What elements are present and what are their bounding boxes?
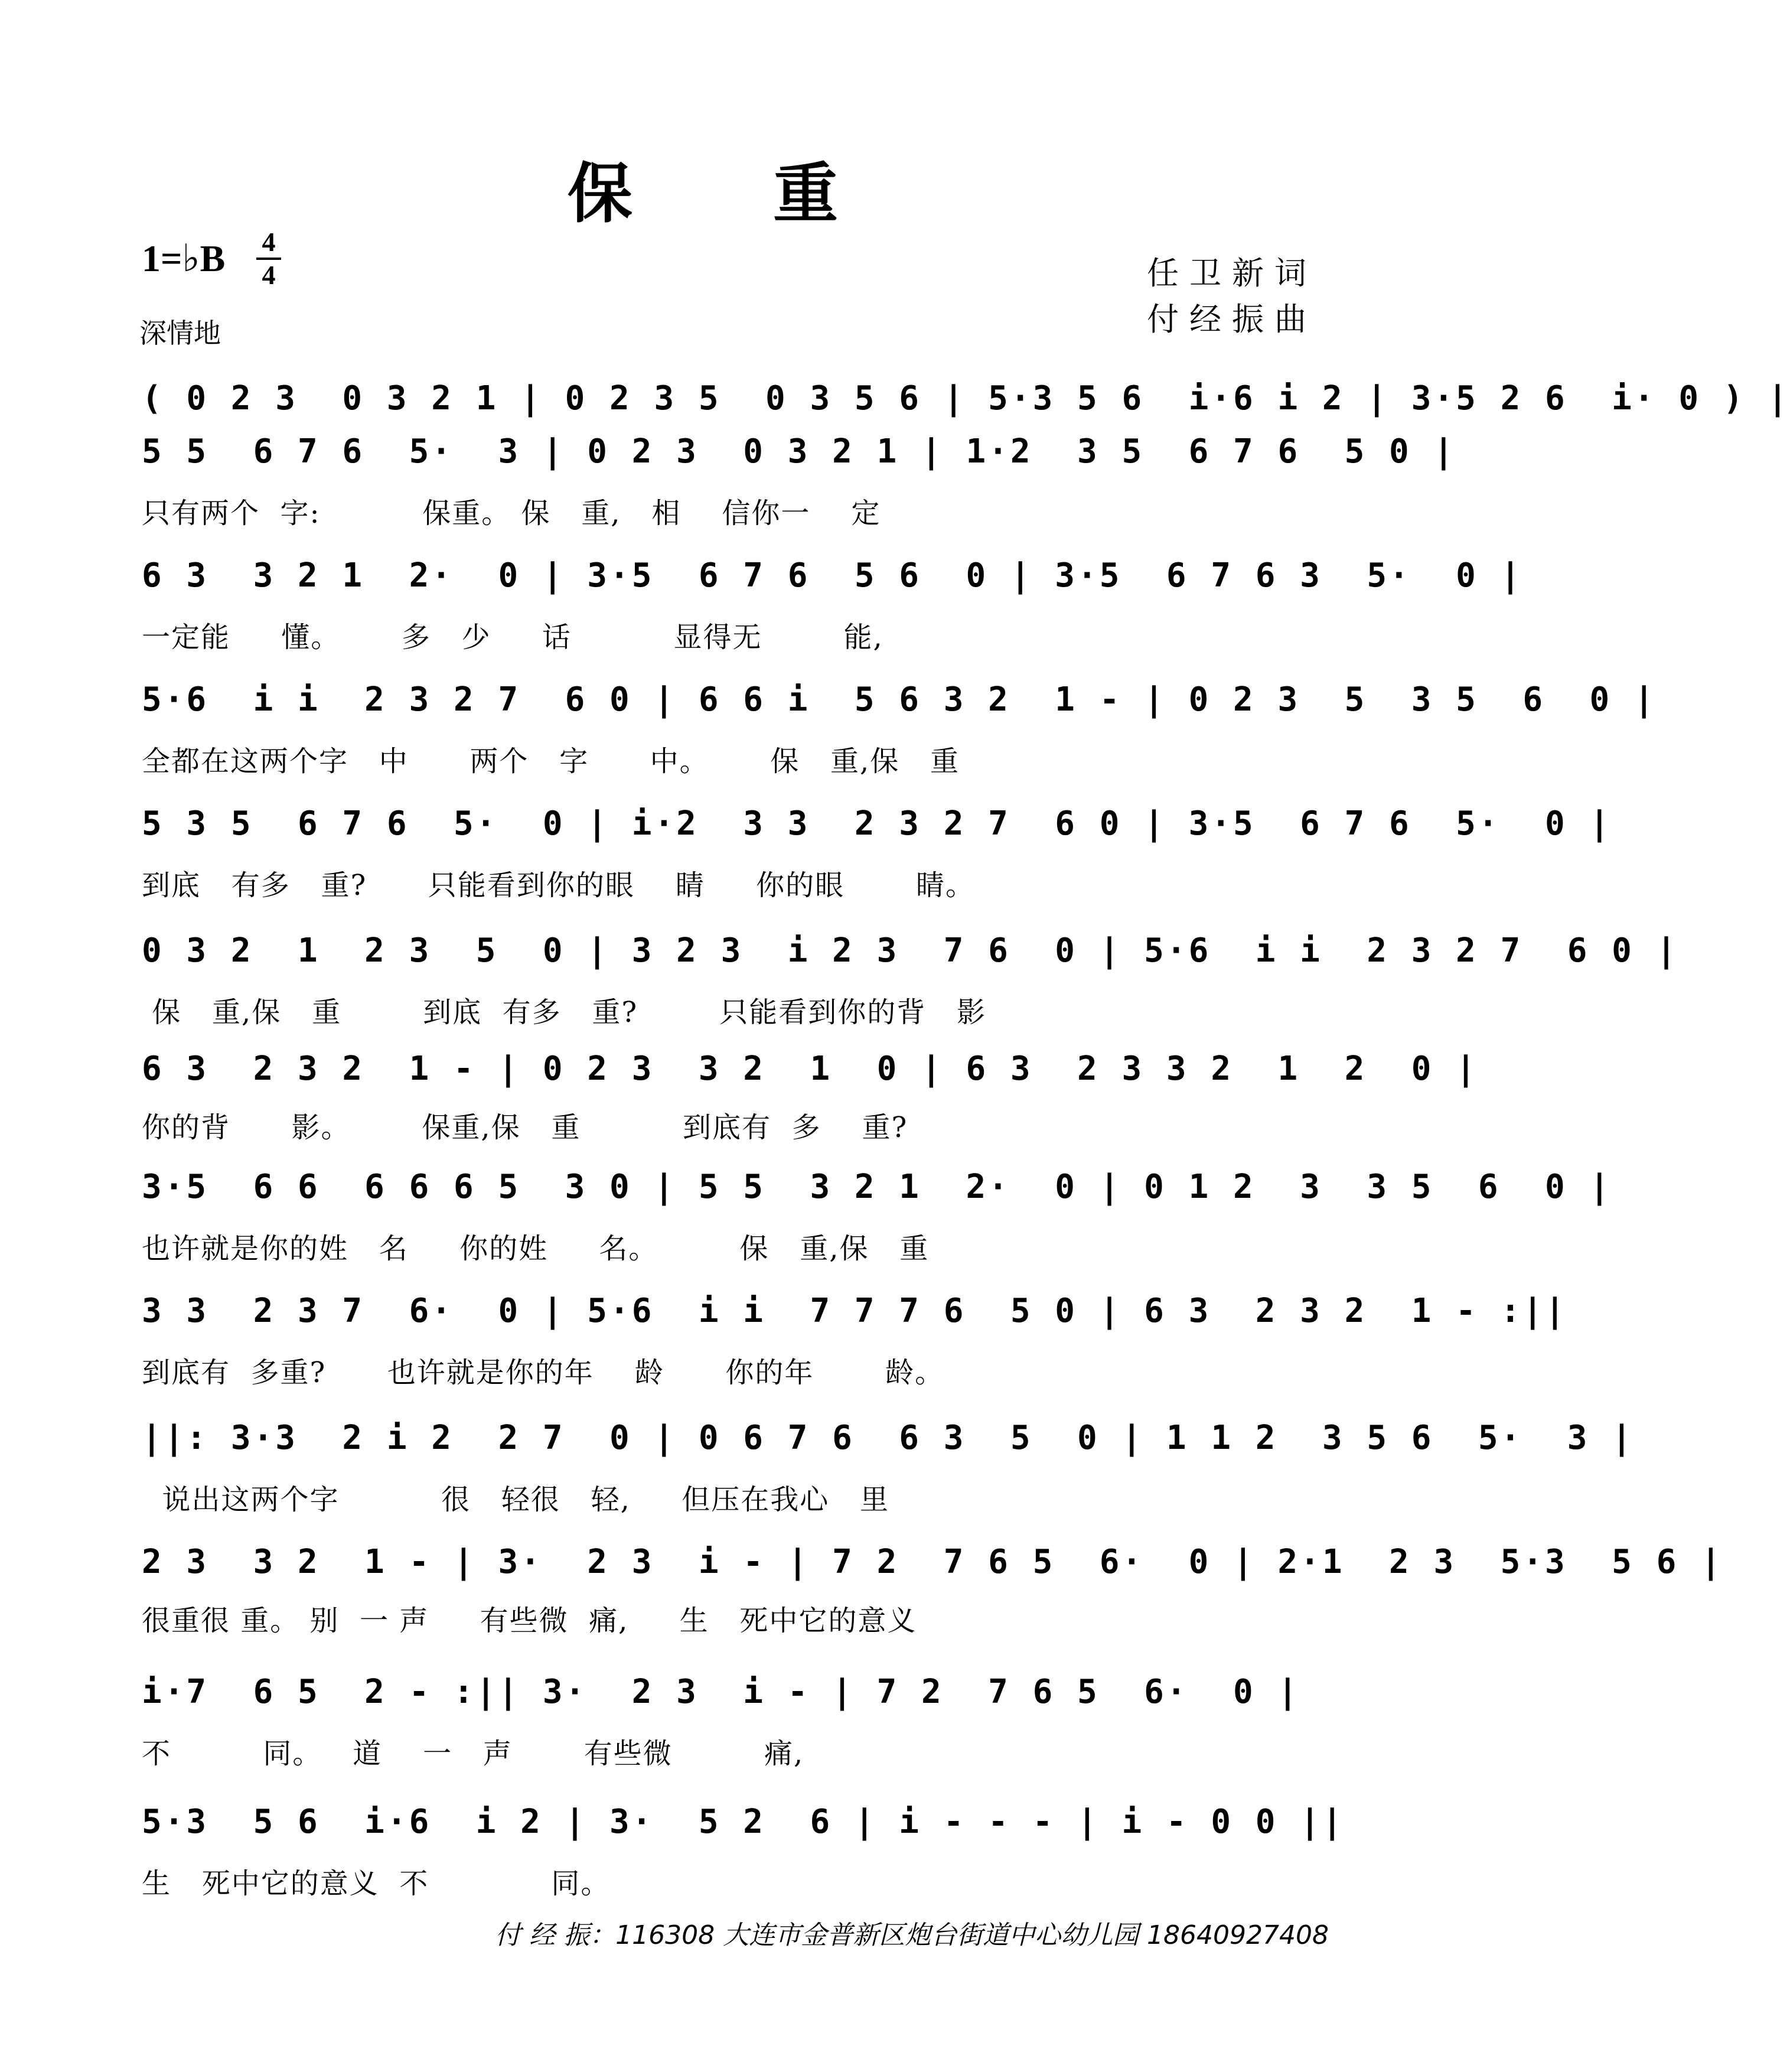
score-row-9 xyxy=(142,1406,1634,1471)
score-row-3 xyxy=(142,667,1657,732)
tempo-marking: 深情地 xyxy=(139,317,221,349)
score-row-10 xyxy=(142,1530,1723,1595)
score-row-2 xyxy=(142,543,1523,608)
notation-row-12: 5·3 5 6 i·6 i 2 | 3· 5 2 6 | i - - - | i - 0 0 || xyxy=(142,1803,1345,1841)
lyrics-row-11: 不 同。 道 一 声 有些微 痛, xyxy=(142,1737,804,1770)
lyrics-row-12: 生 死中它的意义 不 同。 xyxy=(142,1867,611,1900)
score-row-7 xyxy=(142,1155,1612,1220)
lyrics-row-4: 到底 有多 重? 只能看到你的眼 睛 你的眼 睛。 xyxy=(142,869,975,902)
notation-row-8: 3 3 2 3 7 6· 0 | 5·6 i i 7 7 7 6 5 0 | 6 3 2 3 2 1 - :|| xyxy=(142,1292,1567,1330)
lyrics-row-1: 只有两个 字: 保重。 保 重, 相 信你一 定 xyxy=(142,497,881,530)
notation-row-6: 6 3 2 3 2 1 - | 0 2 3 3 2 1 0 | 6 3 2 3 3 2 1 2 0 | xyxy=(142,1050,1478,1088)
meter-top: 4 xyxy=(262,227,276,257)
score-row-1 xyxy=(142,419,1456,484)
notation-row-3: 5·6 i i 2 3 2 7 6 0 | 6 6 i 5 6 3 2 1 - | 0 2 3 5 3 5 6 0 | xyxy=(142,680,1657,719)
lyrics-row-5: 保 重,保 重 到底 有多 重? 只能看到你的背 影 xyxy=(142,996,986,1029)
score-row-4 xyxy=(142,791,1612,856)
footer-contact: 付 经 振：116308 大连市金普新区炮台街道中心幼儿园 18640927408 xyxy=(495,1920,1329,1950)
lyrics-row-10: 很重很 重。 别 一 声 有些微 痛, 生 死中它的意义 xyxy=(142,1604,917,1637)
notation-row-0: ( 0 2 3 0 3 2 1 | 0 2 3 5 0 3 5 6 | 5·3 5 6 i·6 i 2 | 3·5 2 6 i· 0 ) | xyxy=(142,379,1790,418)
notation-row-10: 2 3 3 2 1 - | 3· 2 3 i - | 7 2 7 6 5 6· 0 | 2·1 2 3 5·3 5 6 | xyxy=(142,1543,1723,1581)
notation-row-7: 3·5 6 6 6 6 6 5 3 0 | 5 5 3 2 1 2· 0 | 0 1 2 3 3 5 6 0 | xyxy=(142,1168,1612,1206)
page-title: 保 重 xyxy=(567,155,898,232)
notation-row-1: 5 5 6 7 6 5· 3 | 0 2 3 0 3 2 1 | 1·2 3 5 6 7 6 5 0 | xyxy=(142,432,1456,471)
score-row-12 xyxy=(142,1790,1345,1855)
time-signature xyxy=(254,228,283,289)
score-row-6 xyxy=(142,1037,1478,1102)
score-row-11 xyxy=(142,1660,1329,1725)
key-signature: 1=♭B xyxy=(142,237,226,279)
composer-credit: 付经振曲 xyxy=(1147,301,1317,338)
lyrics-row-2: 一定能 懂。 多 少 话 显得无 能, xyxy=(142,621,883,654)
meter-bottom: 4 xyxy=(262,260,276,290)
notation-row-9: ||: 3·3 2 i 2 2 7 0 | 0 6 7 6 6 3 5 0 | 1 1 2 3 5 6 5· 3 | xyxy=(142,1419,1634,1457)
notation-row-4: 5 3 5 6 7 6 5· 0 | i·2 3 3 2 3 2 7 6 0 | 3·5 6 7 6 5· 0 | xyxy=(142,804,1612,843)
score-row-8 xyxy=(142,1279,1567,1344)
lyrics-row-6: 你的背 影。 保重,保 重 到底有 多 重? xyxy=(142,1111,908,1144)
lyricist-credit: 任卫新词 xyxy=(1147,255,1317,292)
lyrics-row-9: 说出这两个字 很 轻很 轻, 但压在我心 里 xyxy=(142,1483,889,1516)
notation-row-11: i·7 6 5 2 - :|| 3· 2 3 i - | 7 2 7 6 5 6· 0 | xyxy=(142,1673,1300,1711)
notation-row-2: 6 3 3 2 1 2· 0 | 3·5 6 7 6 5 6 0 | 3·5 6 7 6 3 5· 0 | xyxy=(142,556,1523,595)
notation-row-5: 0 3 2 1 2 3 5 0 | 3 2 3 i 2 3 7 6 0 | 5·6 i i 2 3 2 7 6 0 | xyxy=(142,931,1679,970)
score-row-5 xyxy=(142,918,1679,983)
lyrics-row-3: 全都在这两个字 中 两个 字 中。 保 重,保 重 xyxy=(142,745,960,778)
lyrics-row-8: 到底有 多重? 也许就是你的年 龄 你的年 龄。 xyxy=(142,1356,945,1389)
lyrics-row-7: 也许就是你的姓 名 你的姓 名。 保 重,保 重 xyxy=(142,1232,930,1265)
